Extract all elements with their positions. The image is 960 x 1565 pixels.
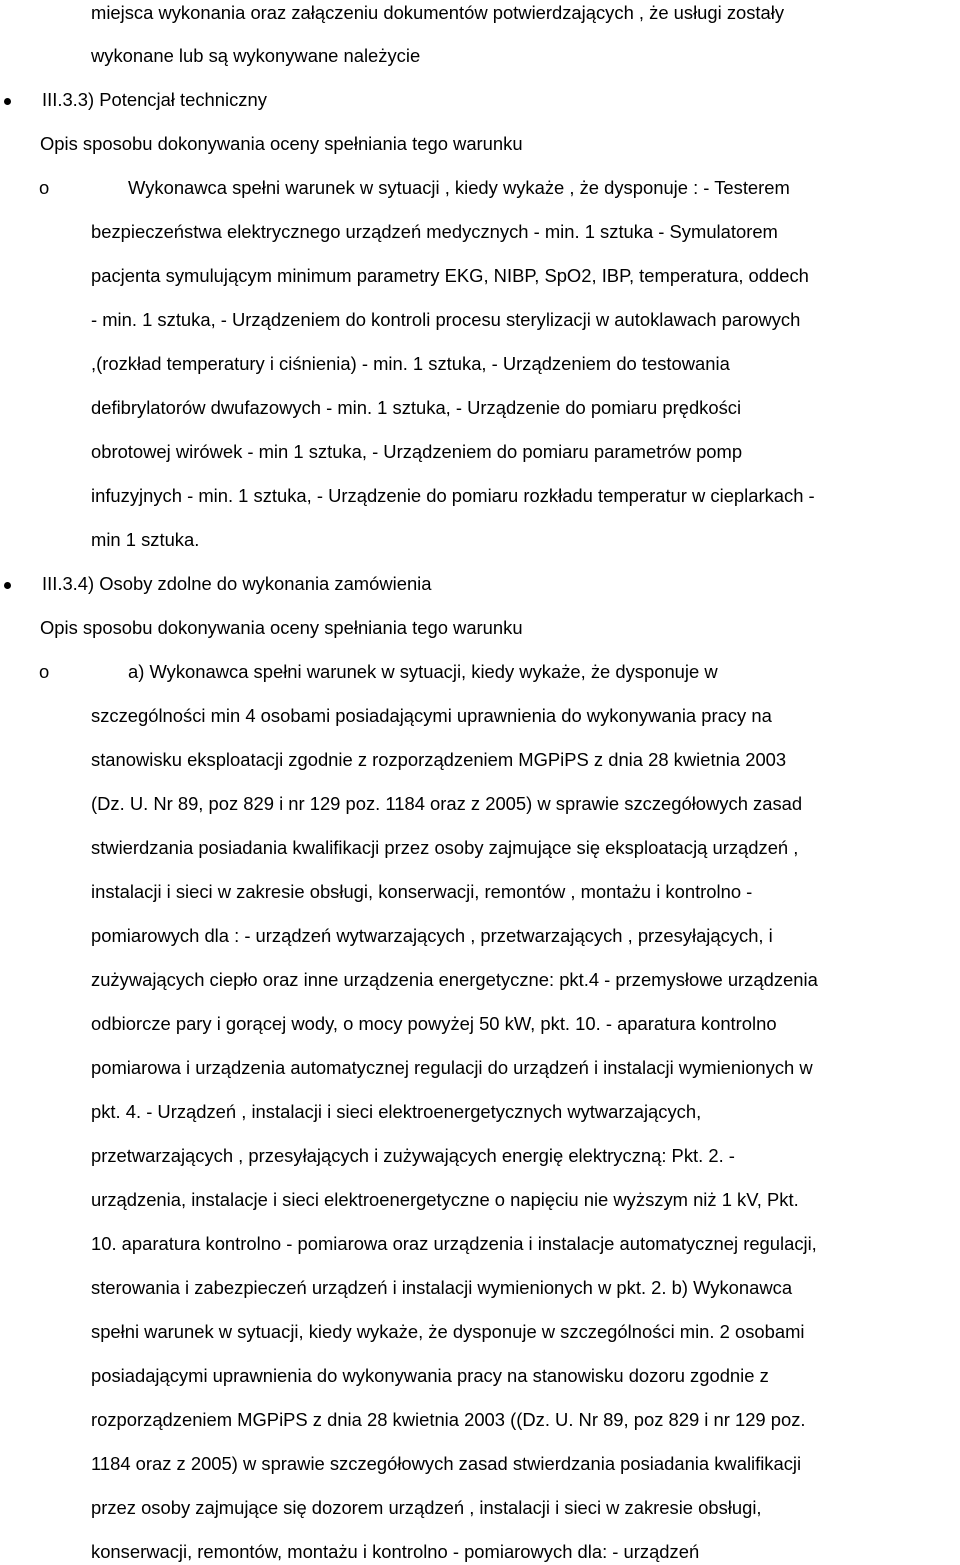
section-3-3-line-5: ,(rozkład temperatury i ciśnienia) - min. 1 sztuka, - Urządzeniem do testowania [91, 353, 730, 374]
section-3-4-line-14: 10. aparatura kontrolno - pomiarowa oraz urządzenia i instalacje automatycznej regulacji, [91, 1233, 817, 1254]
section-3-4-line-21: konserwacji, remontów, montażu i kontrolno - pomiarowych dla: - urządzeń [91, 1541, 700, 1562]
section-3-4-heading: III.3.4) Osoby zdolne do wykonania zamówienia [42, 573, 432, 594]
section-3-3-line-8: infuzyjnych - min. 1 sztuka, - Urządzenie do pomiaru rozkładu temperatur w cieplarkach - [91, 485, 815, 506]
bullet-dot-icon [4, 98, 11, 105]
section-3-4-line-9: odbiorcze pary i gorącej wody, o mocy powyżej 50 kW, pkt. 10. - aparatura kontrolno [91, 1013, 777, 1034]
section-3-3-heading: III.3.3) Potencjał techniczny [42, 89, 267, 110]
section-3-4-line-7: pomiarowych dla : - urządzeń wytwarzających , przetwarzających , przesyłających, i [91, 925, 773, 946]
section-3-4-line-6: instalacji i sieci w zakresie obsługi, konserwacji, remontów , montażu i kontrolno - [91, 881, 753, 902]
section-3-4-line-8: zużywających ciepło oraz inne urządzenia energetyczne: pkt.4 - przemysłowe urządzenia [91, 969, 818, 990]
section-3-4-subheading: Opis sposobu dokonywania oceny spełniania tego warunku [40, 617, 523, 638]
section-3-3-line-1: Wykonawca spełni warunek w sytuacji , kiedy wykaże , że dysponuje : - Testerem [128, 177, 790, 198]
continuation-line-1: miejsca wykonania oraz załączeniu dokumentów potwierdzających , że usługi zostały [91, 2, 785, 23]
section-3-3-line-6: defibrylatorów dwufazowych - min. 1 sztuka, - Urządzenie do pomiaru prędkości [91, 397, 742, 418]
section-3-4-line-4: (Dz. U. Nr 89, poz 829 i nr 129 poz. 1184 oraz z 2005) w sprawie szczegółowych zasad [91, 793, 803, 814]
section-3-3-line-3: pacjenta symulującym minimum parametry EKG, NIBP, SpO2, IBP, temperatura, oddech [91, 265, 809, 286]
section-3-4-line-11: pkt. 4. - Urządzeń , instalacji i sieci elektroenergetycznych wytwarzających, [91, 1101, 702, 1122]
section-3-4-line-10: pomiarowa i urządzenia automatycznej regulacji do urządzeń i instalacji wymienionych w [91, 1057, 813, 1078]
section-3-4-line-12: przetwarzających , przesyłających i zużywających energię elektryczną: Pkt. 2. - [91, 1145, 735, 1166]
section-3-4-line-2: szczególności min 4 osobami posiadającymi uprawnienia do wykonywania pracy na [91, 705, 772, 726]
section-3-4-line-17: posiadającymi uprawnienia do wykonywania pracy na stanowisku dozoru zgodnie z [91, 1365, 769, 1386]
bullet-dot-icon [4, 582, 11, 589]
section-3-4-line-15: sterowania i zabezpieczeń urządzeń i instalacji wymienionych w pkt. 2. b) Wykonawca [91, 1277, 793, 1298]
section-3-4-line-18: rozporządzeniem MGPiPS z dnia 28 kwietnia 2003 ((Dz. U. Nr 89, poz 829 i nr 129 poz. [91, 1409, 806, 1430]
section-3-4-line-1: a) Wykonawca spełni warunek w sytuacji, kiedy wykaże, że dysponuje w [128, 661, 718, 682]
section-3-4-line-3: stanowisku eksploatacji zgodnie z rozporządzeniem MGPiPS z dnia 28 kwietnia 2003 [91, 749, 787, 770]
section-3-4-line-5: stwierdzania posiadania kwalifikacji przez osoby zajmujące się eksploatacją urządzeń , [91, 837, 799, 858]
circle-bullet-icon: o [39, 661, 50, 682]
section-3-3-line-7: obrotowej wirówek - min 1 sztuka, - Urządzeniem do pomiaru parametrów pomp [91, 441, 743, 462]
section-3-4-line-20: przez osoby zajmujące się dozorem urządzeń , instalacji i sieci w zakresie obsługi, [91, 1497, 762, 1518]
section-3-3-line-2: bezpieczeństwa elektrycznego urządzeń medycznych - min. 1 sztuka - Symulatorem [91, 221, 778, 242]
circle-bullet-icon: o [39, 177, 50, 198]
section-3-4-line-19: 1184 oraz z 2005) w sprawie szczegółowych zasad stwierdzania posiadania kwalifikacji [91, 1453, 802, 1474]
section-3-3-line-4: - min. 1 sztuka, - Urządzeniem do kontroli procesu sterylizacji w autoklawach parowych [91, 309, 801, 330]
section-3-4-line-16: spełni warunek w sytuacji, kiedy wykaże, że dysponuje w szczególności min. 2 osobami [91, 1321, 805, 1342]
section-3-3-line-9: min 1 sztuka. [91, 529, 200, 550]
continuation-line-2: wykonane lub są wykonywane należycie [91, 45, 421, 66]
section-3-3-subheading: Opis sposobu dokonywania oceny spełniania tego warunku [40, 133, 523, 154]
section-3-4-line-13: urządzenia, instalacje i sieci elektroenergetyczne o napięciu nie wyższym niż 1 kV, Pkt. [91, 1189, 799, 1210]
